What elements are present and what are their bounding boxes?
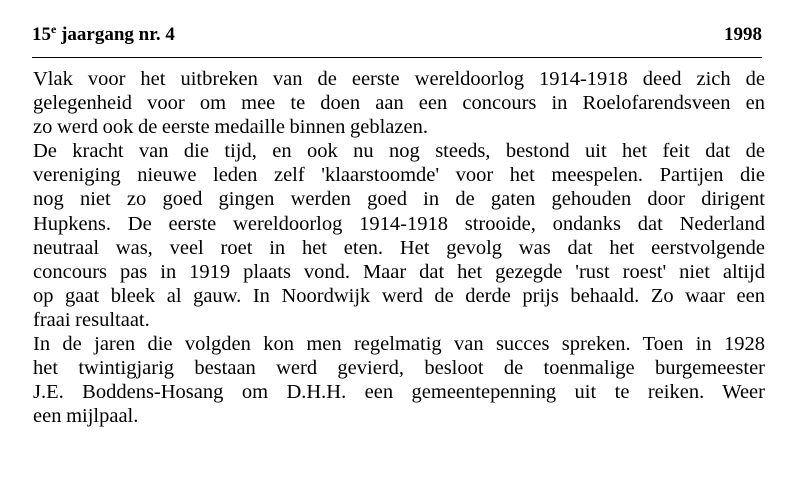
text-line: het twintigjarig bestaan werd gevierd, besloot de toenmalige burgemeester	[33, 357, 765, 380]
text-line: Hupkens. De eerste wereldoorlog 1914-1918 strooide, ondanks dat Nederland	[33, 212, 765, 235]
year-label: 1998	[724, 24, 762, 45]
volume-number: 15	[32, 24, 51, 45]
text-line: een mijlpaal.	[33, 405, 139, 428]
page-header	[32, 22, 762, 48]
text-line: concours pas in 1919 plaats vond. Maar dat het gezegde 'rust roest' niet altijd	[33, 260, 765, 283]
text-line: In de jaren die volgden kon men regelmatig van succes spreken. Toen in 1928	[33, 333, 765, 356]
text-line: op gaat bleek al gauw. In Noordwijk werd de derde prijs behaald. Zo waar een	[33, 284, 765, 307]
text-line: neutraal was, veel roet in het eten. Het gevolg was dat het eerstvolgende	[33, 236, 765, 259]
text-line: J.E. Boddens-Hosang om D.H.H. een gemeentepenning uit te reiken. Weer	[33, 381, 765, 404]
volume-label	[32, 22, 175, 48]
paragraph-2	[33, 139, 765, 332]
text-line: vereniging nieuwe leden zelf 'klaarstoomde' voor het meespelen. Partijen die	[33, 164, 765, 187]
volume-superscript: e	[51, 22, 57, 36]
text-line: zo werd ook de eerste medaille binnen geblazen.	[33, 116, 428, 139]
text-line: Vlak voor het uitbreken van de eerste wereldoorlog 1914-1918 deed zich de	[33, 68, 765, 90]
text-line: nog niet zo goed gingen werden goed in de gaten gehouden door dirigent	[33, 188, 765, 211]
paragraph-3	[33, 332, 765, 428]
article-body	[33, 67, 765, 428]
header-divider	[32, 57, 762, 58]
paragraph-1	[33, 67, 765, 139]
volume-rest: jaargang nr. 4	[56, 24, 175, 45]
text-line: gelegenheid voor om mee te doen aan een concours in Roelofarendsveen en	[33, 92, 765, 115]
text-line: fraai resultaat.	[33, 308, 150, 331]
text-line: De kracht van die tijd, en ook nu nog steeds, bestond uit het feit dat de	[33, 140, 765, 163]
